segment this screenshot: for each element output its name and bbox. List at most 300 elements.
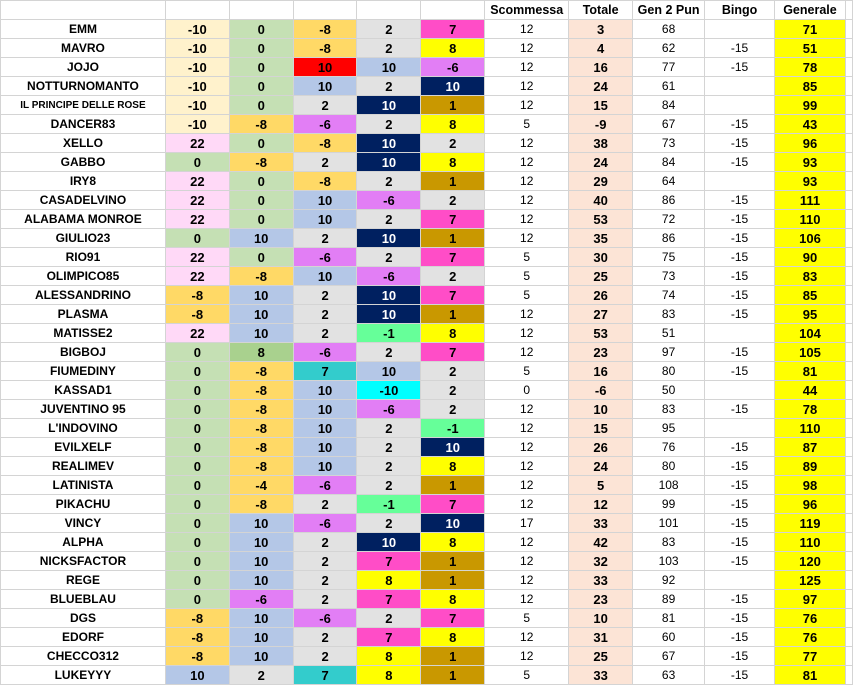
score-cell[interactable]: 10 (421, 438, 485, 457)
score-cell[interactable]: 2 (357, 115, 421, 134)
generale-cell[interactable]: 106 (774, 229, 845, 248)
edge-cell[interactable] (845, 495, 852, 514)
generale-cell[interactable]: 96 (774, 495, 845, 514)
scommessa-cell[interactable]: 5 (485, 609, 569, 628)
score-cell[interactable]: -8 (293, 172, 357, 191)
totale-cell[interactable]: 10 (569, 609, 633, 628)
score-cell[interactable]: 0 (229, 58, 293, 77)
scommessa-cell[interactable]: 12 (485, 590, 569, 609)
score-cell[interactable]: 0 (165, 362, 229, 381)
score-cell[interactable]: -8 (165, 305, 229, 324)
score-cell[interactable]: -8 (165, 609, 229, 628)
row-name-cell[interactable]: ALESSANDRINO (1, 286, 166, 305)
edge-cell[interactable] (845, 590, 852, 609)
score-cell[interactable]: 10 (229, 305, 293, 324)
score-cell[interactable]: 1 (421, 305, 485, 324)
score-cell[interactable]: 1 (421, 172, 485, 191)
generale-cell[interactable]: 81 (774, 666, 845, 685)
scommessa-cell[interactable]: 12 (485, 39, 569, 58)
generale-cell[interactable]: 85 (774, 286, 845, 305)
score-cell[interactable]: 1 (421, 666, 485, 685)
totale-cell[interactable]: 30 (569, 248, 633, 267)
score-cell[interactable]: 2 (293, 628, 357, 647)
gen2pun-cell[interactable]: 72 (633, 210, 705, 229)
score-cell[interactable]: -8 (293, 134, 357, 153)
generale-cell[interactable]: 110 (774, 419, 845, 438)
header-gen2pun[interactable]: Gen 2 Pun (633, 1, 705, 20)
score-cell[interactable]: 7 (421, 210, 485, 229)
scommessa-cell[interactable]: 12 (485, 533, 569, 552)
gen2pun-cell[interactable]: 75 (633, 248, 705, 267)
scommessa-cell[interactable]: 12 (485, 476, 569, 495)
bingo-cell[interactable]: -15 (705, 552, 775, 571)
scommessa-cell[interactable]: 5 (485, 115, 569, 134)
score-cell[interactable]: -8 (229, 153, 293, 172)
gen2pun-cell[interactable]: 61 (633, 77, 705, 96)
bingo-cell[interactable] (705, 571, 775, 590)
score-cell[interactable]: -6 (293, 514, 357, 533)
edge-cell[interactable] (845, 267, 852, 286)
score-cell[interactable]: 1 (421, 229, 485, 248)
bingo-cell[interactable]: -15 (705, 647, 775, 666)
gen2pun-cell[interactable]: 68 (633, 20, 705, 39)
row-name-cell[interactable]: CASADELVINO (1, 191, 166, 210)
score-cell[interactable]: -6 (293, 248, 357, 267)
header-cell-blank-5[interactable] (421, 1, 485, 20)
row-name-cell[interactable]: JUVENTINO 95 (1, 400, 166, 419)
score-cell[interactable]: 10 (293, 267, 357, 286)
score-cell[interactable]: 0 (165, 533, 229, 552)
scommessa-cell[interactable]: 12 (485, 324, 569, 343)
score-cell[interactable]: -8 (293, 20, 357, 39)
gen2pun-cell[interactable]: 73 (633, 134, 705, 153)
score-cell[interactable]: -10 (357, 381, 421, 400)
bingo-cell[interactable]: -15 (705, 476, 775, 495)
gen2pun-cell[interactable]: 92 (633, 571, 705, 590)
score-cell[interactable]: 2 (421, 267, 485, 286)
generale-cell[interactable]: 83 (774, 267, 845, 286)
scommessa-cell[interactable]: 17 (485, 514, 569, 533)
scommessa-cell[interactable]: 12 (485, 153, 569, 172)
row-name-cell[interactable]: ALPHA (1, 533, 166, 552)
score-cell[interactable]: 10 (293, 457, 357, 476)
totale-cell[interactable]: 24 (569, 457, 633, 476)
bingo-cell[interactable]: -15 (705, 134, 775, 153)
totale-cell[interactable]: 38 (569, 134, 633, 153)
edge-cell[interactable] (845, 666, 852, 685)
score-cell[interactable]: 8 (357, 571, 421, 590)
score-cell[interactable]: 22 (165, 210, 229, 229)
bingo-cell[interactable]: -15 (705, 514, 775, 533)
score-cell[interactable]: 2 (357, 438, 421, 457)
bingo-cell[interactable] (705, 20, 775, 39)
score-cell[interactable]: 10 (357, 533, 421, 552)
score-cell[interactable]: 10 (229, 571, 293, 590)
generale-cell[interactable]: 111 (774, 191, 845, 210)
score-cell[interactable]: -8 (165, 286, 229, 305)
bingo-cell[interactable]: -15 (705, 343, 775, 362)
score-cell[interactable]: 10 (229, 533, 293, 552)
row-name-cell[interactable]: NOTTURNOMANTO (1, 77, 166, 96)
gen2pun-cell[interactable]: 95 (633, 419, 705, 438)
generale-cell[interactable]: 43 (774, 115, 845, 134)
score-cell[interactable]: -8 (229, 438, 293, 457)
score-cell[interactable]: 8 (421, 115, 485, 134)
score-cell[interactable]: -8 (229, 381, 293, 400)
score-cell[interactable]: 2 (229, 666, 293, 685)
score-cell[interactable]: 2 (357, 343, 421, 362)
row-name-cell[interactable]: JOJO (1, 58, 166, 77)
score-cell[interactable]: 7 (293, 666, 357, 685)
edge-cell[interactable] (845, 438, 852, 457)
generale-cell[interactable]: 44 (774, 381, 845, 400)
score-cell[interactable]: 10 (229, 286, 293, 305)
score-cell[interactable]: 0 (229, 96, 293, 115)
score-cell[interactable]: -8 (229, 400, 293, 419)
score-cell[interactable]: 0 (165, 590, 229, 609)
score-cell[interactable]: 0 (165, 457, 229, 476)
score-cell[interactable]: 0 (229, 20, 293, 39)
score-cell[interactable]: -6 (421, 58, 485, 77)
score-cell[interactable]: -1 (357, 495, 421, 514)
gen2pun-cell[interactable]: 80 (633, 457, 705, 476)
generale-cell[interactable]: 90 (774, 248, 845, 267)
score-cell[interactable]: -6 (357, 400, 421, 419)
score-cell[interactable]: 10 (293, 438, 357, 457)
gen2pun-cell[interactable]: 83 (633, 533, 705, 552)
gen2pun-cell[interactable]: 67 (633, 115, 705, 134)
score-cell[interactable]: 1 (421, 552, 485, 571)
edge-cell[interactable] (845, 115, 852, 134)
gen2pun-cell[interactable]: 81 (633, 609, 705, 628)
score-cell[interactable]: -10 (165, 77, 229, 96)
scommessa-cell[interactable]: 5 (485, 286, 569, 305)
score-cell[interactable]: 0 (165, 343, 229, 362)
score-cell[interactable]: 7 (421, 248, 485, 267)
bingo-cell[interactable] (705, 96, 775, 115)
bingo-cell[interactable]: -15 (705, 229, 775, 248)
totale-cell[interactable]: 25 (569, 267, 633, 286)
totale-cell[interactable]: 25 (569, 647, 633, 666)
generale-cell[interactable]: 89 (774, 457, 845, 476)
totale-cell[interactable]: 23 (569, 343, 633, 362)
header-cell-name[interactable] (1, 1, 166, 20)
score-cell[interactable]: 2 (357, 77, 421, 96)
score-cell[interactable]: 2 (293, 324, 357, 343)
score-cell[interactable]: 2 (421, 191, 485, 210)
gen2pun-cell[interactable]: 64 (633, 172, 705, 191)
gen2pun-cell[interactable]: 50 (633, 381, 705, 400)
row-name-cell[interactable]: BLUEBLAU (1, 590, 166, 609)
scommessa-cell[interactable]: 12 (485, 58, 569, 77)
edge-cell[interactable] (845, 96, 852, 115)
score-cell[interactable]: -8 (229, 362, 293, 381)
bingo-cell[interactable]: -15 (705, 666, 775, 685)
scommessa-cell[interactable]: 12 (485, 172, 569, 191)
gen2pun-cell[interactable]: 99 (633, 495, 705, 514)
score-cell[interactable]: 2 (293, 533, 357, 552)
score-cell[interactable]: 0 (165, 495, 229, 514)
scommessa-cell[interactable]: 0 (485, 381, 569, 400)
score-cell[interactable]: 2 (293, 571, 357, 590)
score-cell[interactable]: 8 (421, 590, 485, 609)
score-cell[interactable]: -6 (357, 191, 421, 210)
score-cell[interactable]: -8 (229, 115, 293, 134)
score-cell[interactable]: 10 (421, 77, 485, 96)
score-cell[interactable]: -4 (229, 476, 293, 495)
totale-cell[interactable]: 24 (569, 153, 633, 172)
edge-cell[interactable] (845, 552, 852, 571)
score-cell[interactable]: -8 (229, 457, 293, 476)
edge-cell[interactable] (845, 153, 852, 172)
score-cell[interactable]: 10 (293, 191, 357, 210)
totale-cell[interactable]: 24 (569, 77, 633, 96)
gen2pun-cell[interactable]: 84 (633, 96, 705, 115)
row-name-cell[interactable]: NICKSFACTOR (1, 552, 166, 571)
score-cell[interactable]: 2 (357, 39, 421, 58)
score-cell[interactable]: -8 (293, 39, 357, 58)
row-name-cell[interactable]: REALIMEV (1, 457, 166, 476)
edge-cell[interactable] (845, 324, 852, 343)
score-cell[interactable]: 0 (229, 210, 293, 229)
score-cell[interactable]: 2 (357, 419, 421, 438)
score-cell[interactable]: 8 (229, 343, 293, 362)
generale-cell[interactable]: 98 (774, 476, 845, 495)
header-cell-edge[interactable] (845, 1, 852, 20)
score-cell[interactable]: 10 (293, 381, 357, 400)
row-name-cell[interactable]: KASSAD1 (1, 381, 166, 400)
row-name-cell[interactable]: BIGBOJ (1, 343, 166, 362)
generale-cell[interactable]: 95 (774, 305, 845, 324)
totale-cell[interactable]: 35 (569, 229, 633, 248)
bingo-cell[interactable]: -15 (705, 628, 775, 647)
score-cell[interactable]: -8 (229, 419, 293, 438)
score-cell[interactable]: 2 (421, 381, 485, 400)
score-cell[interactable]: 10 (293, 210, 357, 229)
score-cell[interactable]: 2 (293, 229, 357, 248)
row-name-cell[interactable]: RIO91 (1, 248, 166, 267)
score-cell[interactable]: -1 (357, 324, 421, 343)
score-cell[interactable]: 2 (421, 134, 485, 153)
score-cell[interactable]: 10 (357, 153, 421, 172)
scommessa-cell[interactable]: 12 (485, 495, 569, 514)
scommessa-cell[interactable]: 12 (485, 457, 569, 476)
generale-cell[interactable]: 78 (774, 58, 845, 77)
row-name-cell[interactable]: ALABAMA MONROE (1, 210, 166, 229)
bingo-cell[interactable]: -15 (705, 495, 775, 514)
scommessa-cell[interactable]: 12 (485, 77, 569, 96)
scommessa-cell[interactable]: 12 (485, 343, 569, 362)
bingo-cell[interactable]: -15 (705, 58, 775, 77)
gen2pun-cell[interactable]: 89 (633, 590, 705, 609)
gen2pun-cell[interactable]: 101 (633, 514, 705, 533)
score-cell[interactable]: 7 (357, 628, 421, 647)
totale-cell[interactable]: 31 (569, 628, 633, 647)
generale-cell[interactable]: 110 (774, 210, 845, 229)
score-cell[interactable]: 0 (165, 438, 229, 457)
generale-cell[interactable]: 99 (774, 96, 845, 115)
gen2pun-cell[interactable]: 62 (633, 39, 705, 58)
score-cell[interactable]: 0 (165, 552, 229, 571)
score-cell[interactable]: -8 (229, 495, 293, 514)
score-cell[interactable]: 2 (421, 400, 485, 419)
edge-cell[interactable] (845, 172, 852, 191)
score-cell[interactable]: 2 (293, 590, 357, 609)
score-cell[interactable]: 10 (229, 647, 293, 666)
gen2pun-cell[interactable]: 80 (633, 362, 705, 381)
generale-cell[interactable]: 85 (774, 77, 845, 96)
score-cell[interactable]: -6 (293, 343, 357, 362)
bingo-cell[interactable]: -15 (705, 191, 775, 210)
row-name-cell[interactable]: MAVRO (1, 39, 166, 58)
score-cell[interactable]: 7 (421, 20, 485, 39)
generale-cell[interactable]: 87 (774, 438, 845, 457)
score-cell[interactable]: 8 (421, 457, 485, 476)
score-cell[interactable]: -10 (165, 115, 229, 134)
score-cell[interactable]: -8 (229, 267, 293, 286)
row-name-cell[interactable]: DGS (1, 609, 166, 628)
score-cell[interactable]: 2 (293, 96, 357, 115)
row-name-cell[interactable]: IL PRINCIPE DELLE ROSE (1, 96, 166, 115)
score-cell[interactable]: -10 (165, 39, 229, 58)
gen2pun-cell[interactable]: 63 (633, 666, 705, 685)
bingo-cell[interactable]: -15 (705, 533, 775, 552)
totale-cell[interactable]: 29 (569, 172, 633, 191)
score-cell[interactable]: 10 (357, 362, 421, 381)
totale-cell[interactable]: 16 (569, 362, 633, 381)
totale-cell[interactable]: 53 (569, 324, 633, 343)
edge-cell[interactable] (845, 134, 852, 153)
row-name-cell[interactable]: VINCY (1, 514, 166, 533)
row-name-cell[interactable]: LUKEYYY (1, 666, 166, 685)
row-name-cell[interactable]: IRY8 (1, 172, 166, 191)
generale-cell[interactable]: 78 (774, 400, 845, 419)
edge-cell[interactable] (845, 248, 852, 267)
score-cell[interactable]: -6 (229, 590, 293, 609)
gen2pun-cell[interactable]: 67 (633, 647, 705, 666)
score-cell[interactable]: 8 (357, 666, 421, 685)
scommessa-cell[interactable]: 5 (485, 267, 569, 286)
score-cell[interactable]: 2 (293, 153, 357, 172)
score-cell[interactable]: 10 (357, 134, 421, 153)
score-cell[interactable]: 7 (421, 286, 485, 305)
scommessa-cell[interactable]: 12 (485, 191, 569, 210)
score-cell[interactable]: 2 (421, 362, 485, 381)
score-cell[interactable]: 2 (357, 248, 421, 267)
score-cell[interactable]: 7 (421, 495, 485, 514)
generale-cell[interactable]: 76 (774, 609, 845, 628)
scommessa-cell[interactable]: 12 (485, 438, 569, 457)
edge-cell[interactable] (845, 39, 852, 58)
row-name-cell[interactable]: MATISSE2 (1, 324, 166, 343)
header-cell-blank-4[interactable] (357, 1, 421, 20)
edge-cell[interactable] (845, 457, 852, 476)
edge-cell[interactable] (845, 400, 852, 419)
score-cell[interactable]: 0 (229, 39, 293, 58)
score-cell[interactable]: -10 (165, 96, 229, 115)
generale-cell[interactable]: 51 (774, 39, 845, 58)
score-cell[interactable]: 1 (421, 647, 485, 666)
row-name-cell[interactable]: PLASMA (1, 305, 166, 324)
score-cell[interactable]: 22 (165, 172, 229, 191)
edge-cell[interactable] (845, 343, 852, 362)
edge-cell[interactable] (845, 419, 852, 438)
score-cell[interactable]: 10 (293, 400, 357, 419)
score-cell[interactable]: 7 (293, 362, 357, 381)
score-cell[interactable]: 10 (357, 96, 421, 115)
bingo-cell[interactable]: -15 (705, 286, 775, 305)
edge-cell[interactable] (845, 609, 852, 628)
scommessa-cell[interactable]: 12 (485, 419, 569, 438)
row-name-cell[interactable]: EDORF (1, 628, 166, 647)
bingo-cell[interactable]: -15 (705, 590, 775, 609)
score-cell[interactable]: 10 (229, 514, 293, 533)
score-cell[interactable]: 0 (165, 153, 229, 172)
generale-cell[interactable]: 125 (774, 571, 845, 590)
score-cell[interactable]: 8 (421, 39, 485, 58)
gen2pun-cell[interactable]: 51 (633, 324, 705, 343)
score-cell[interactable]: -6 (357, 267, 421, 286)
gen2pun-cell[interactable]: 83 (633, 400, 705, 419)
gen2pun-cell[interactable]: 74 (633, 286, 705, 305)
edge-cell[interactable] (845, 191, 852, 210)
totale-cell[interactable]: 42 (569, 533, 633, 552)
row-name-cell[interactable]: LATINISTA (1, 476, 166, 495)
edge-cell[interactable] (845, 381, 852, 400)
score-cell[interactable]: 10 (229, 609, 293, 628)
scommessa-cell[interactable]: 12 (485, 647, 569, 666)
scommessa-cell[interactable]: 12 (485, 20, 569, 39)
score-cell[interactable]: 2 (357, 476, 421, 495)
score-cell[interactable]: 7 (357, 552, 421, 571)
bingo-cell[interactable] (705, 172, 775, 191)
score-cell[interactable]: 10 (293, 77, 357, 96)
row-name-cell[interactable]: XELLO (1, 134, 166, 153)
score-cell[interactable]: 22 (165, 324, 229, 343)
score-cell[interactable]: 2 (293, 495, 357, 514)
header-cell-blank-1[interactable] (165, 1, 229, 20)
scommessa-cell[interactable]: 5 (485, 362, 569, 381)
gen2pun-cell[interactable]: 60 (633, 628, 705, 647)
row-name-cell[interactable]: EMM (1, 20, 166, 39)
score-cell[interactable]: 1 (421, 476, 485, 495)
header-cell-blank-2[interactable] (229, 1, 293, 20)
edge-cell[interactable] (845, 628, 852, 647)
scommessa-cell[interactable]: 12 (485, 628, 569, 647)
score-cell[interactable]: 1 (421, 571, 485, 590)
bingo-cell[interactable] (705, 381, 775, 400)
scommessa-cell[interactable]: 5 (485, 248, 569, 267)
score-cell[interactable]: 0 (229, 77, 293, 96)
gen2pun-cell[interactable]: 83 (633, 305, 705, 324)
row-name-cell[interactable]: L'INDOVINO (1, 419, 166, 438)
score-cell[interactable]: 10 (357, 286, 421, 305)
score-cell[interactable]: -8 (165, 647, 229, 666)
edge-cell[interactable] (845, 229, 852, 248)
score-cell[interactable]: -6 (293, 476, 357, 495)
score-cell[interactable]: 10 (357, 58, 421, 77)
gen2pun-cell[interactable]: 86 (633, 191, 705, 210)
edge-cell[interactable] (845, 20, 852, 39)
score-cell[interactable]: 2 (293, 552, 357, 571)
bingo-cell[interactable]: -15 (705, 115, 775, 134)
score-cell[interactable]: 0 (229, 248, 293, 267)
scommessa-cell[interactable]: 12 (485, 210, 569, 229)
score-cell[interactable]: 22 (165, 248, 229, 267)
bingo-cell[interactable]: -15 (705, 400, 775, 419)
bingo-cell[interactable]: -15 (705, 609, 775, 628)
generale-cell[interactable]: 104 (774, 324, 845, 343)
